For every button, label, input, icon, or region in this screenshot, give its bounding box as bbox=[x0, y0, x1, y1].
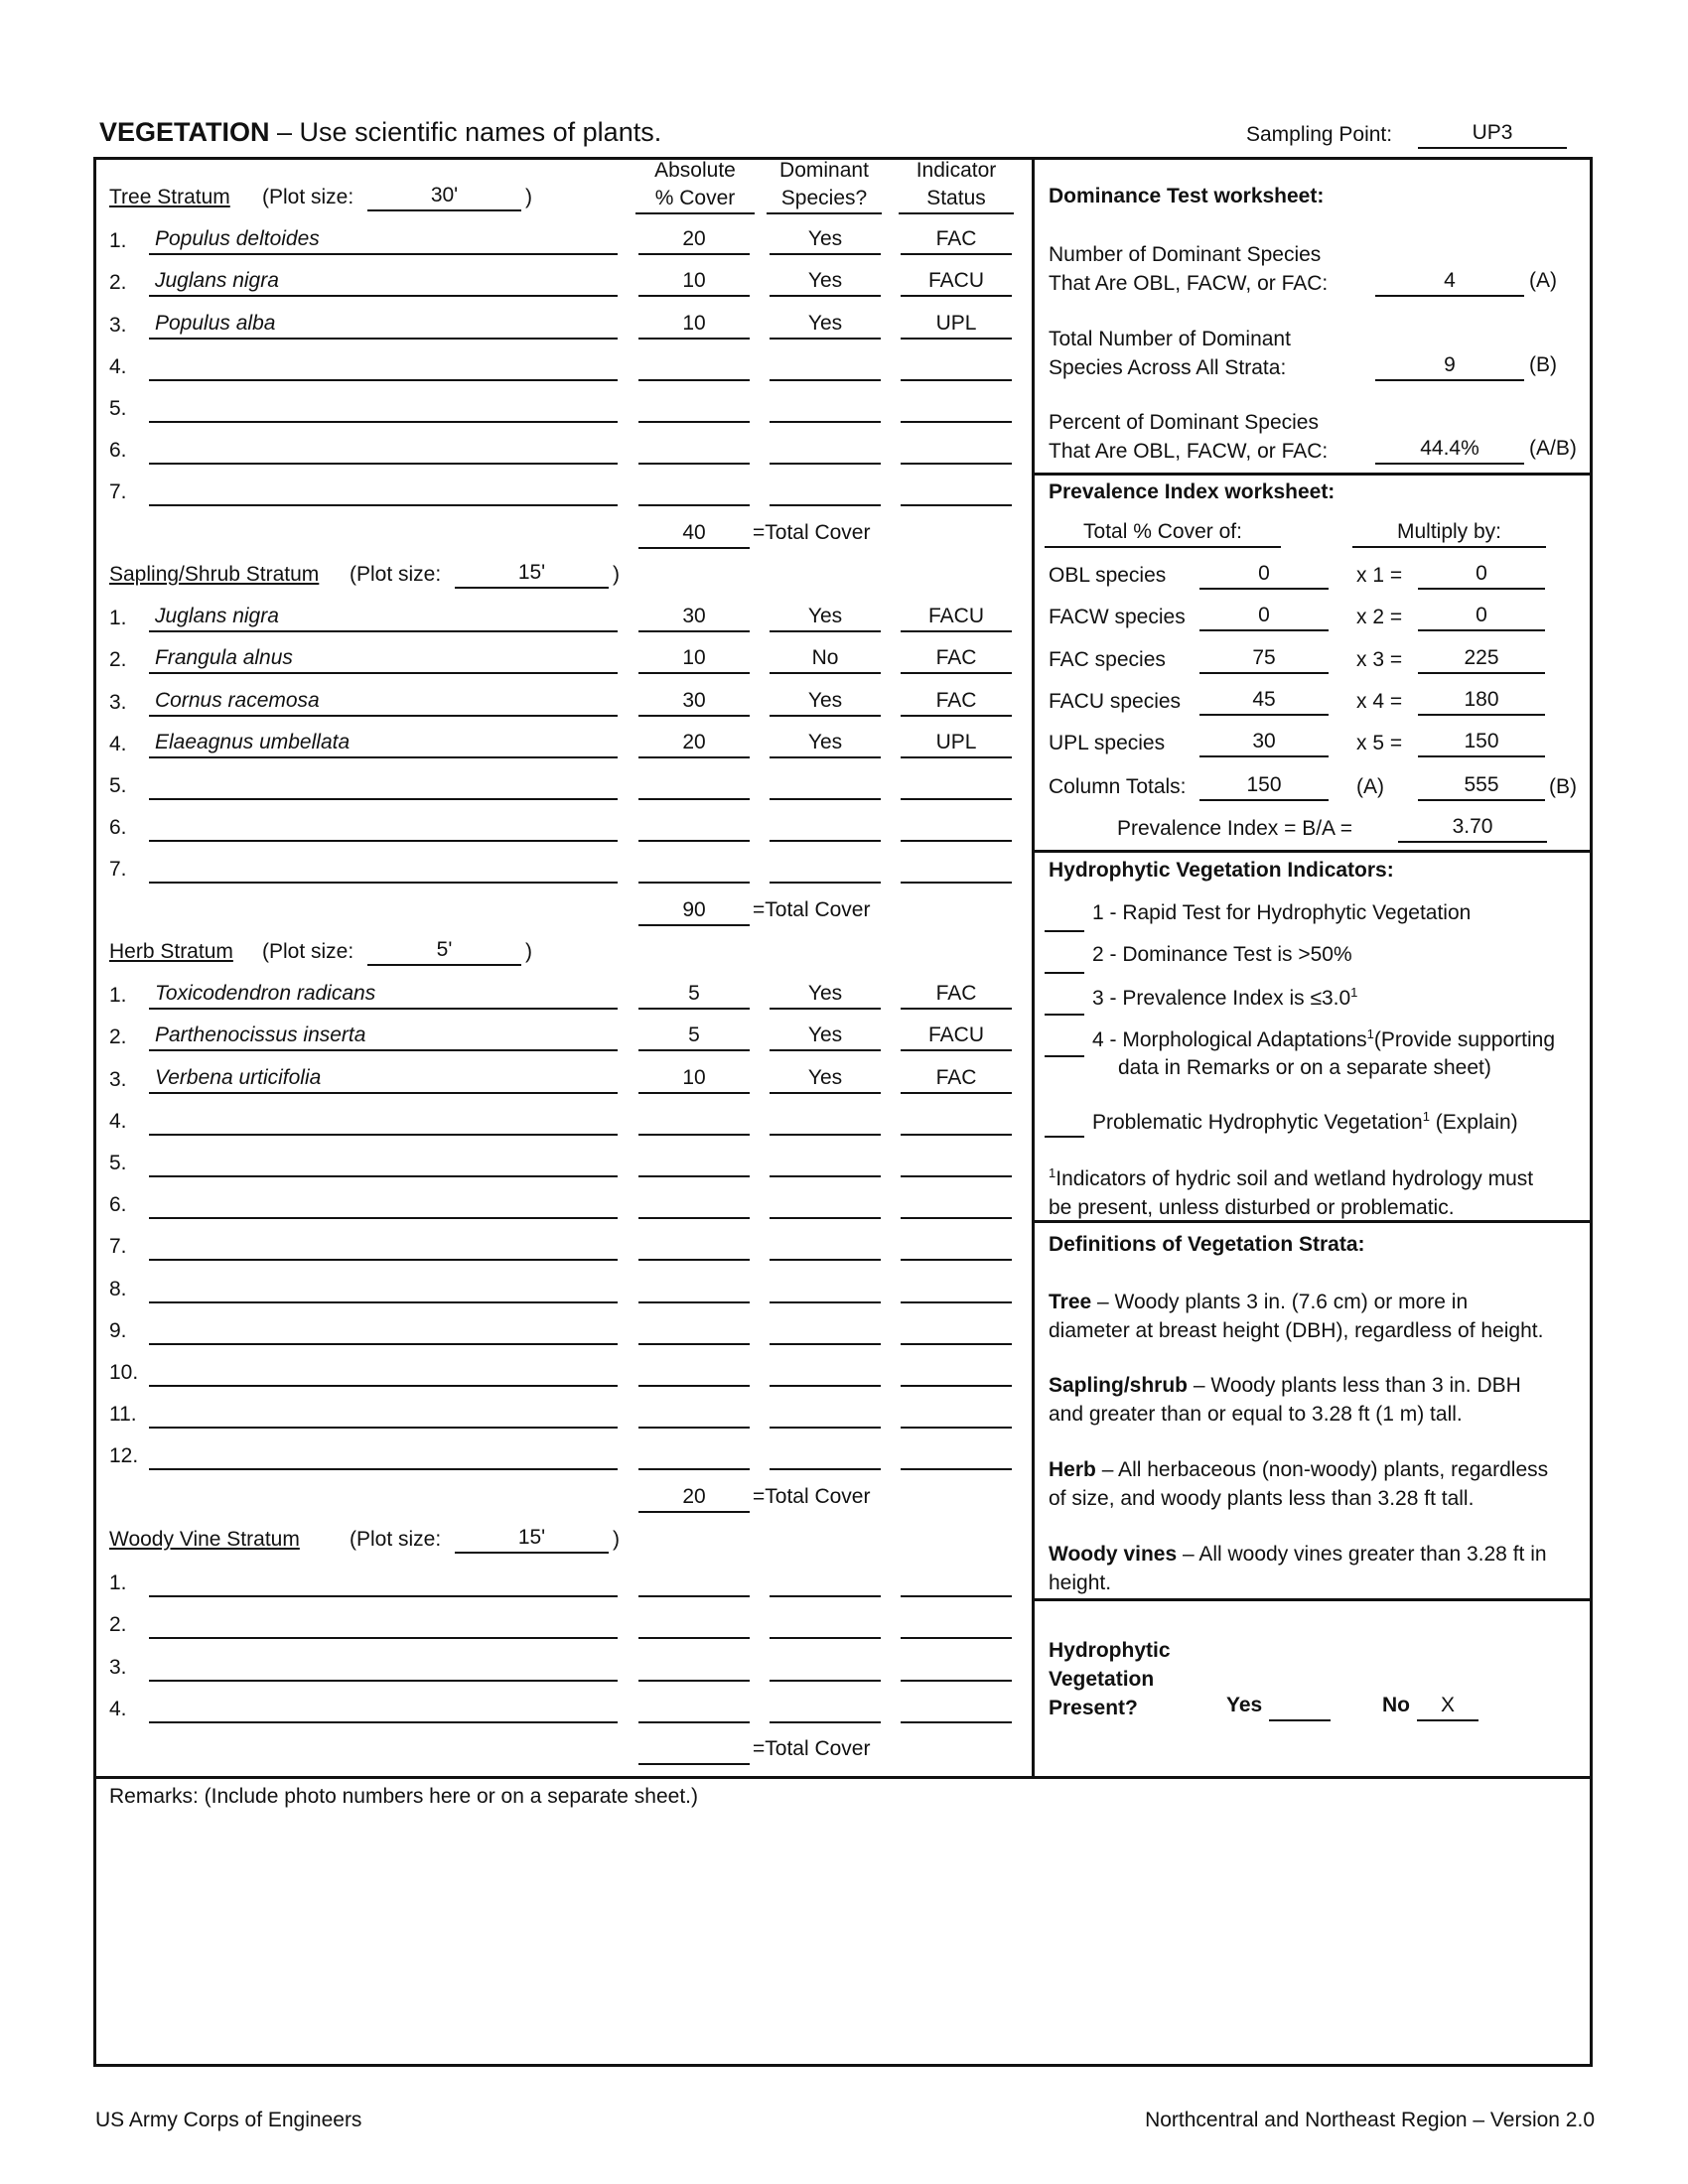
dominant-field[interactable] bbox=[770, 435, 881, 465]
dominant-field[interactable]: Yes bbox=[770, 729, 881, 758]
indicator-status-field[interactable] bbox=[901, 1357, 1012, 1387]
row-number: 4. bbox=[109, 354, 127, 378]
footer-left: US Army Corps of Engineers bbox=[95, 2109, 362, 2131]
hydro-indicator-1: 1 - Rapid Test for Hydrophytic Vegetation bbox=[1092, 901, 1472, 924]
indicator-status-field[interactable] bbox=[901, 351, 1012, 381]
hydro-indicator-3 bbox=[1092, 985, 1357, 1011]
cover-field[interactable]: 20 bbox=[638, 729, 750, 758]
indicator-status-field[interactable] bbox=[901, 1694, 1012, 1723]
prevalence-product-field[interactable]: 0 bbox=[1418, 560, 1545, 590]
definition-shrub-l1: – Woody plants less than 3 in. DBH bbox=[1193, 1374, 1521, 1397]
footnote-marker: 1 bbox=[1350, 985, 1358, 1000]
row-number: 3. bbox=[109, 690, 127, 714]
hydro-indicator-4-text: 4 - Morphological Adaptations bbox=[1092, 1028, 1367, 1051]
hydro-indicator-5 bbox=[1092, 1109, 1518, 1135]
col-header-dominant bbox=[767, 157, 882, 214]
dominant-field[interactable] bbox=[770, 854, 881, 884]
vine-total-cover-field[interactable] bbox=[638, 1735, 750, 1765]
definition-shrub bbox=[1049, 1371, 1521, 1429]
dominant-field[interactable]: Yes bbox=[770, 267, 881, 297]
dominant-field[interactable] bbox=[770, 351, 881, 381]
vine-total-cover-label: =Total Cover bbox=[753, 1737, 871, 1760]
frame-bottom bbox=[93, 2064, 1593, 2067]
indicator-status-field[interactable] bbox=[901, 1148, 1012, 1177]
cover-field[interactable]: 5 bbox=[638, 980, 750, 1010]
indicator-status-field[interactable] bbox=[901, 1231, 1012, 1261]
prevalence-cover-field[interactable]: 30 bbox=[1199, 728, 1329, 757]
prevalence-cover-field[interactable]: 45 bbox=[1199, 686, 1329, 716]
row-number: 7. bbox=[109, 480, 127, 504]
row-number: 1. bbox=[109, 607, 127, 630]
cover-field[interactable] bbox=[638, 1274, 750, 1303]
prevalence-index-label: Prevalence Index = B/A = bbox=[1117, 817, 1352, 840]
indicator-status-field[interactable] bbox=[901, 1274, 1012, 1303]
prevalence-multiplier: x 5 = bbox=[1356, 732, 1403, 755]
dominant-field[interactable] bbox=[770, 393, 881, 423]
indicator-status-field[interactable]: UPL bbox=[901, 310, 1012, 340]
prevalence-product-field[interactable]: 180 bbox=[1418, 686, 1545, 716]
prevalence-cover-field[interactable]: 75 bbox=[1199, 644, 1329, 674]
indicator-status-field[interactable]: FACU bbox=[901, 267, 1012, 297]
species-name-field[interactable] bbox=[149, 1568, 618, 1597]
indicator-status-field[interactable] bbox=[901, 1568, 1012, 1597]
cover-field[interactable]: 30 bbox=[638, 687, 750, 717]
herb-plot-size-field[interactable]: 5' bbox=[367, 936, 521, 966]
column-total-a-tag: (A) bbox=[1356, 775, 1384, 798]
title-subtitle: – Use scientific names of plants. bbox=[277, 117, 662, 147]
indicator-status-field[interactable] bbox=[901, 1652, 1012, 1682]
divider-hydro bbox=[1032, 850, 1593, 853]
prevalence-row-label: OBL species bbox=[1049, 564, 1167, 587]
dominant-field[interactable] bbox=[770, 812, 881, 842]
species-name-field[interactable] bbox=[149, 1231, 618, 1261]
row-number: 3. bbox=[109, 1655, 127, 1679]
dominance-c-line2: That Are OBL, FACW, or FAC: bbox=[1049, 440, 1329, 463]
cover-field[interactable]: 10 bbox=[638, 644, 750, 674]
hydro-indicator-4-line2: data in Remarks or on a separate sheet) bbox=[1118, 1056, 1491, 1079]
dominant-field[interactable] bbox=[770, 1694, 881, 1723]
dominance-c-line1: Percent of Dominant Species bbox=[1049, 411, 1319, 434]
present-yes-field[interactable] bbox=[1269, 1692, 1331, 1721]
herb-total-cover-label: =Total Cover bbox=[753, 1484, 871, 1508]
herb-total-cover-field[interactable]: 20 bbox=[638, 1483, 750, 1513]
hydro-indicator-2: 2 - Dominance Test is >50% bbox=[1092, 943, 1352, 966]
sampling-point-label: Sampling Point: bbox=[1246, 123, 1393, 146]
dominant-field[interactable] bbox=[770, 770, 881, 800]
hydro-indicator-5-text: Problematic Hydrophytic Vegetation bbox=[1092, 1111, 1423, 1134]
row-number: 8. bbox=[109, 1277, 127, 1300]
definition-herb-term: Herb bbox=[1049, 1458, 1096, 1481]
vine-plot-size-label: (Plot size: bbox=[350, 1528, 442, 1551]
cover-field[interactable] bbox=[638, 1148, 750, 1177]
footnote-marker: 1 bbox=[1366, 1026, 1374, 1041]
species-name-field[interactable] bbox=[149, 1694, 618, 1723]
row-number: 6. bbox=[109, 439, 127, 463]
hydro-footnote bbox=[1049, 1159, 1533, 1222]
dominant-field[interactable] bbox=[770, 1148, 881, 1177]
prevalence-product-field[interactable]: 0 bbox=[1418, 602, 1545, 631]
col-header-indicator-l2: Status bbox=[899, 185, 1014, 214]
species-name-field[interactable] bbox=[149, 1652, 618, 1682]
cover-field[interactable] bbox=[638, 1231, 750, 1261]
column-totals-label: Column Totals: bbox=[1049, 775, 1187, 798]
species-name-field[interactable]: Populus alba bbox=[149, 310, 618, 340]
column-total-a-field[interactable]: 150 bbox=[1199, 771, 1329, 801]
remarks-label: Remarks: (Include photo numbers here or on a separate sheet.) bbox=[109, 1785, 698, 1808]
species-name-field[interactable]: Juglans nigra bbox=[149, 603, 618, 632]
cover-field[interactable]: 30 bbox=[638, 603, 750, 632]
species-name-field[interactable] bbox=[149, 1609, 618, 1639]
row-number: 2. bbox=[109, 1613, 127, 1637]
dominant-field[interactable] bbox=[770, 1315, 881, 1345]
hydro-footnote-line2: be present, unless disturbed or problematic. bbox=[1049, 1196, 1455, 1219]
indicator-status-field[interactable]: FAC bbox=[901, 687, 1012, 717]
dominance-a-line2: That Are OBL, FACW, or FAC: bbox=[1049, 272, 1329, 295]
vine-plot-size-close: ) bbox=[613, 1528, 620, 1551]
species-name-field[interactable] bbox=[149, 1189, 618, 1219]
hydro-title: Hydrophytic Vegetation Indicators: bbox=[1049, 859, 1394, 882]
prevalence-multiplier: x 1 = bbox=[1356, 564, 1403, 587]
row-number: 5. bbox=[109, 397, 127, 420]
dominant-field[interactable] bbox=[770, 1399, 881, 1429]
hydro-indicator-4-rest: (Provide supporting bbox=[1373, 1028, 1556, 1051]
row-number: 3. bbox=[109, 313, 127, 337]
col-header-dominant-l1: Dominant bbox=[779, 159, 869, 182]
vine-plot-size-field[interactable]: 15' bbox=[455, 1524, 609, 1554]
prevalence-row-label: FACU species bbox=[1049, 689, 1182, 713]
species-name-field[interactable] bbox=[149, 812, 618, 842]
cover-field[interactable] bbox=[638, 1189, 750, 1219]
dominance-b-field[interactable]: 9 bbox=[1375, 351, 1524, 381]
hydro-check-1[interactable] bbox=[1045, 902, 1084, 932]
col-header-indicator-l1: Indicator bbox=[915, 159, 997, 182]
frame-left bbox=[93, 157, 96, 2067]
shrub-total-cover-field[interactable]: 90 bbox=[638, 896, 750, 926]
indicator-status-field[interactable]: FACU bbox=[901, 603, 1012, 632]
dominant-field[interactable]: Yes bbox=[770, 310, 881, 340]
indicator-status-field[interactable] bbox=[901, 393, 1012, 423]
dominance-a-line1: Number of Dominant Species bbox=[1049, 243, 1322, 266]
herb-stratum-label: Herb Stratum bbox=[109, 940, 233, 963]
indicator-status-field[interactable] bbox=[901, 770, 1012, 800]
dominant-field[interactable]: Yes bbox=[770, 603, 881, 632]
indicator-status-field[interactable]: FAC bbox=[901, 1064, 1012, 1094]
dominant-field[interactable]: Yes bbox=[770, 687, 881, 717]
remarks-area[interactable] bbox=[99, 1817, 1585, 2059]
species-name-field[interactable]: Frangula alnus bbox=[149, 644, 618, 674]
hydro-footnote-line1: Indicators of hydric soil and wetland hydrology must bbox=[1055, 1167, 1534, 1190]
tree-total-cover-field[interactable]: 40 bbox=[638, 519, 750, 549]
prevalence-title: Prevalence Index worksheet: bbox=[1049, 480, 1336, 503]
species-name-field[interactable]: Verbena urticifolia bbox=[149, 1064, 618, 1094]
frame-middle bbox=[1032, 157, 1035, 1779]
definition-tree bbox=[1049, 1288, 1543, 1345]
dominant-field[interactable] bbox=[770, 477, 881, 506]
prevalence-row-label: UPL species bbox=[1049, 732, 1166, 755]
present-label-l3: Present? bbox=[1049, 1697, 1138, 1719]
col-header-indicator bbox=[899, 157, 1014, 214]
prevalence-index-field[interactable]: 3.70 bbox=[1398, 813, 1547, 843]
dominant-field[interactable]: Yes bbox=[770, 225, 881, 255]
indicator-status-field[interactable] bbox=[901, 1440, 1012, 1470]
dominant-field[interactable]: Yes bbox=[770, 1064, 881, 1094]
row-number: 11. bbox=[109, 1403, 137, 1427]
dominant-field[interactable] bbox=[770, 1440, 881, 1470]
dominance-b-line1: Total Number of Dominant bbox=[1049, 328, 1291, 350]
dominance-a-label bbox=[1049, 240, 1328, 298]
cover-field[interactable]: 10 bbox=[638, 1064, 750, 1094]
definition-shrub-l2: and greater than or equal to 3.28 ft (1 m) tall. bbox=[1049, 1403, 1463, 1426]
indicator-status-field[interactable] bbox=[901, 1106, 1012, 1136]
row-number: 6. bbox=[109, 816, 127, 840]
cover-field[interactable] bbox=[638, 393, 750, 423]
row-number: 4. bbox=[109, 732, 127, 755]
dominant-field[interactable] bbox=[770, 1231, 881, 1261]
row-number: 2. bbox=[109, 271, 127, 295]
definition-shrub-term: Sapling/shrub bbox=[1049, 1374, 1189, 1397]
row-number: 1. bbox=[109, 229, 127, 253]
indicator-status-field[interactable] bbox=[901, 1609, 1012, 1639]
species-name-field[interactable] bbox=[149, 1357, 618, 1387]
hydro-indicator-4 bbox=[1092, 1026, 1555, 1052]
row-number: 12. bbox=[109, 1444, 139, 1468]
page-title bbox=[99, 117, 661, 148]
cover-field[interactable] bbox=[638, 1694, 750, 1723]
definition-vine-l2: height. bbox=[1049, 1571, 1112, 1594]
shrub-plot-size-label: (Plot size: bbox=[350, 563, 442, 586]
hydro-check-5[interactable] bbox=[1045, 1108, 1084, 1138]
species-name-field[interactable] bbox=[149, 435, 618, 465]
cover-field[interactable]: 20 bbox=[638, 225, 750, 255]
prevalence-row-label: FACW species bbox=[1049, 606, 1186, 629]
shrub-plot-size-close: ) bbox=[613, 563, 620, 586]
cover-field[interactable]: 5 bbox=[638, 1022, 750, 1051]
cover-field[interactable] bbox=[638, 435, 750, 465]
dominant-field[interactable] bbox=[770, 1568, 881, 1597]
cover-field[interactable]: 10 bbox=[638, 267, 750, 297]
shrub-stratum-label: Sapling/Shrub Stratum bbox=[109, 563, 320, 586]
species-name-field[interactable]: Elaeagnus umbellata bbox=[149, 729, 618, 758]
col-header-cover bbox=[635, 157, 755, 214]
dominance-c-field[interactable]: 44.4% bbox=[1375, 435, 1524, 465]
dominant-field[interactable] bbox=[770, 1274, 881, 1303]
title-bold: VEGETATION bbox=[99, 117, 270, 147]
species-name-field[interactable] bbox=[149, 770, 618, 800]
tree-total-cover-label: =Total Cover bbox=[753, 520, 871, 544]
prevalence-cover-field[interactable]: 0 bbox=[1199, 602, 1329, 631]
cover-field[interactable] bbox=[638, 351, 750, 381]
cover-field[interactable] bbox=[638, 477, 750, 506]
cover-field[interactable] bbox=[638, 1106, 750, 1136]
hydro-check-2[interactable] bbox=[1045, 944, 1084, 974]
prevalence-row-label: FAC species bbox=[1049, 647, 1166, 671]
present-yes-label: Yes bbox=[1226, 1694, 1263, 1716]
species-name-field[interactable] bbox=[149, 477, 618, 506]
cover-field[interactable] bbox=[638, 1315, 750, 1345]
hydro-check-4[interactable] bbox=[1045, 1027, 1084, 1057]
footnote-marker: 1 bbox=[1422, 1109, 1430, 1124]
row-number: 4. bbox=[109, 1109, 127, 1133]
present-no-label: No bbox=[1382, 1694, 1410, 1716]
indicator-status-field[interactable]: FAC bbox=[901, 225, 1012, 255]
prevalence-col2-header: Multiply by: bbox=[1352, 518, 1546, 548]
frame-remarks-top bbox=[93, 1776, 1593, 1779]
indicator-status-field[interactable] bbox=[901, 477, 1012, 506]
species-name-field[interactable] bbox=[149, 1440, 618, 1470]
prevalence-col1-header: Total % Cover of: bbox=[1045, 518, 1281, 548]
definition-tree-l2: diameter at breast height (DBH), regardless of height. bbox=[1049, 1319, 1544, 1342]
definitions-title: Definitions of Vegetation Strata: bbox=[1049, 1233, 1365, 1256]
column-total-b-tag: (B) bbox=[1549, 775, 1577, 798]
divider-prevalence bbox=[1032, 473, 1593, 476]
dominant-field[interactable] bbox=[770, 1106, 881, 1136]
species-name-field[interactable]: Cornus racemosa bbox=[149, 687, 618, 717]
row-number: 3. bbox=[109, 1067, 127, 1091]
definition-tree-term: Tree bbox=[1049, 1291, 1092, 1313]
hydro-indicator-3-text: 3 - Prevalence Index is ≤3.0 bbox=[1092, 987, 1351, 1010]
prevalence-cover-field[interactable]: 0 bbox=[1199, 560, 1329, 590]
row-number: 4. bbox=[109, 1697, 127, 1720]
cover-field[interactable] bbox=[638, 1440, 750, 1470]
definition-vine bbox=[1049, 1540, 1547, 1597]
prevalence-product-field[interactable]: 150 bbox=[1418, 728, 1545, 757]
frame-right bbox=[1590, 157, 1593, 2067]
cover-field[interactable] bbox=[638, 770, 750, 800]
species-name-field[interactable] bbox=[149, 1315, 618, 1345]
indicator-status-field[interactable]: UPL bbox=[901, 729, 1012, 758]
species-name-field[interactable]: Populus deltoides bbox=[149, 225, 618, 255]
row-number: 5. bbox=[109, 774, 127, 797]
shrub-total-cover-label: =Total Cover bbox=[753, 897, 871, 921]
definition-herb-l2: of size, and woody plants less than 3.28 ft tall. bbox=[1049, 1487, 1475, 1510]
dominant-field[interactable] bbox=[770, 1189, 881, 1219]
dominant-field[interactable]: No bbox=[770, 644, 881, 674]
indicator-status-field[interactable] bbox=[901, 812, 1012, 842]
indicator-status-field[interactable]: FACU bbox=[901, 1022, 1012, 1051]
definition-herb bbox=[1049, 1455, 1548, 1513]
species-name-field[interactable]: Juglans nigra bbox=[149, 267, 618, 297]
species-name-field[interactable] bbox=[149, 351, 618, 381]
indicator-status-field[interactable] bbox=[901, 1189, 1012, 1219]
cover-field[interactable] bbox=[638, 1357, 750, 1387]
definition-vine-l1: – All woody vines greater than 3.28 ft in bbox=[1182, 1543, 1547, 1566]
species-name-field[interactable]: Toxicodendron radicans bbox=[149, 980, 618, 1010]
present-no-field[interactable]: X bbox=[1417, 1692, 1478, 1721]
row-number: 9. bbox=[109, 1318, 127, 1342]
dominance-b-line2: Species Across All Strata: bbox=[1049, 356, 1287, 379]
species-name-field[interactable] bbox=[149, 1106, 618, 1136]
dominance-c-label bbox=[1049, 408, 1328, 466]
cover-field[interactable] bbox=[638, 854, 750, 884]
indicator-status-field[interactable]: FAC bbox=[901, 644, 1012, 674]
hydro-check-3[interactable] bbox=[1045, 986, 1084, 1016]
vine-stratum-label: Woody Vine Stratum bbox=[109, 1528, 300, 1551]
tree-stratum-label: Tree Stratum bbox=[109, 186, 230, 208]
prevalence-product-field[interactable]: 225 bbox=[1418, 644, 1545, 674]
row-number: 6. bbox=[109, 1193, 127, 1217]
species-name-field[interactable] bbox=[149, 1399, 618, 1429]
cover-field[interactable] bbox=[638, 1609, 750, 1639]
present-label-l1: Hydrophytic bbox=[1049, 1639, 1171, 1662]
indicator-status-field[interactable] bbox=[901, 854, 1012, 884]
dominant-field[interactable] bbox=[770, 1357, 881, 1387]
row-number: 1. bbox=[109, 1571, 127, 1595]
dominant-field[interactable]: Yes bbox=[770, 980, 881, 1010]
cover-field[interactable] bbox=[638, 812, 750, 842]
sampling-point-field[interactable]: UP3 bbox=[1418, 119, 1567, 149]
definition-vine-term: Woody vines bbox=[1049, 1543, 1178, 1566]
tree-plot-size-close: ) bbox=[525, 186, 532, 208]
species-name-field[interactable] bbox=[149, 1148, 618, 1177]
cover-field[interactable] bbox=[638, 1568, 750, 1597]
tree-plot-size-field[interactable]: 30' bbox=[367, 182, 521, 211]
dominance-b-label bbox=[1049, 325, 1291, 382]
cover-field[interactable]: 10 bbox=[638, 310, 750, 340]
present-label bbox=[1049, 1636, 1171, 1722]
dominance-c-tag: (A/B) bbox=[1529, 437, 1577, 460]
cover-field[interactable] bbox=[638, 1399, 750, 1429]
species-name-field[interactable]: Parthenocissus inserta bbox=[149, 1022, 618, 1051]
herb-plot-size-label: (Plot size: bbox=[262, 940, 354, 963]
dominant-field[interactable] bbox=[770, 1609, 881, 1639]
prevalence-multiplier: x 2 = bbox=[1356, 606, 1403, 629]
cover-field[interactable] bbox=[638, 1652, 750, 1682]
footer-right: Northcentral and Northeast Region – Version 2.0 bbox=[1145, 2109, 1595, 2131]
hydro-indicator-5-rest: (Explain) bbox=[1435, 1111, 1518, 1134]
dominant-field[interactable] bbox=[770, 1652, 881, 1682]
herb-plot-size-close: ) bbox=[525, 940, 532, 963]
prevalence-multiplier: x 4 = bbox=[1356, 689, 1403, 713]
definition-herb-l1: – All herbaceous (non-woody) plants, regardless bbox=[1101, 1458, 1549, 1481]
indicator-status-field[interactable] bbox=[901, 1399, 1012, 1429]
shrub-plot-size-field[interactable]: 15' bbox=[455, 559, 609, 589]
indicator-status-field[interactable] bbox=[901, 1315, 1012, 1345]
prevalence-multiplier: x 3 = bbox=[1356, 647, 1403, 671]
indicator-status-field[interactable]: FAC bbox=[901, 980, 1012, 1010]
dominance-title: Dominance Test worksheet: bbox=[1049, 185, 1325, 207]
species-name-field[interactable] bbox=[149, 393, 618, 423]
row-number: 2. bbox=[109, 648, 127, 672]
col-header-pct-cover: % Cover bbox=[635, 185, 755, 214]
species-name-field[interactable] bbox=[149, 1274, 618, 1303]
row-number: 1. bbox=[109, 984, 127, 1008]
dominance-b-tag: (B) bbox=[1529, 353, 1557, 376]
row-number: 7. bbox=[109, 1235, 127, 1259]
col-header-absolute: Absolute bbox=[654, 159, 736, 182]
row-number: 10. bbox=[109, 1361, 139, 1384]
dominance-a-field[interactable]: 4 bbox=[1375, 267, 1524, 297]
row-number: 7. bbox=[109, 858, 127, 882]
row-number: 2. bbox=[109, 1025, 127, 1049]
column-total-b-field[interactable]: 555 bbox=[1418, 771, 1545, 801]
tree-plot-size-label: (Plot size: bbox=[262, 186, 354, 208]
dominance-a-tag: (A) bbox=[1529, 269, 1557, 292]
dominant-field[interactable]: Yes bbox=[770, 1022, 881, 1051]
species-name-field[interactable] bbox=[149, 854, 618, 884]
row-number: 5. bbox=[109, 1152, 127, 1174]
definition-tree-l1: – Woody plants 3 in. (7.6 cm) or more in bbox=[1097, 1291, 1469, 1313]
divider-present bbox=[1032, 1598, 1593, 1601]
present-label-l2: Vegetation bbox=[1049, 1668, 1155, 1691]
footnote-marker: 1 bbox=[1049, 1165, 1056, 1180]
col-header-dominant-l2: Species? bbox=[767, 185, 882, 214]
indicator-status-field[interactable] bbox=[901, 435, 1012, 465]
